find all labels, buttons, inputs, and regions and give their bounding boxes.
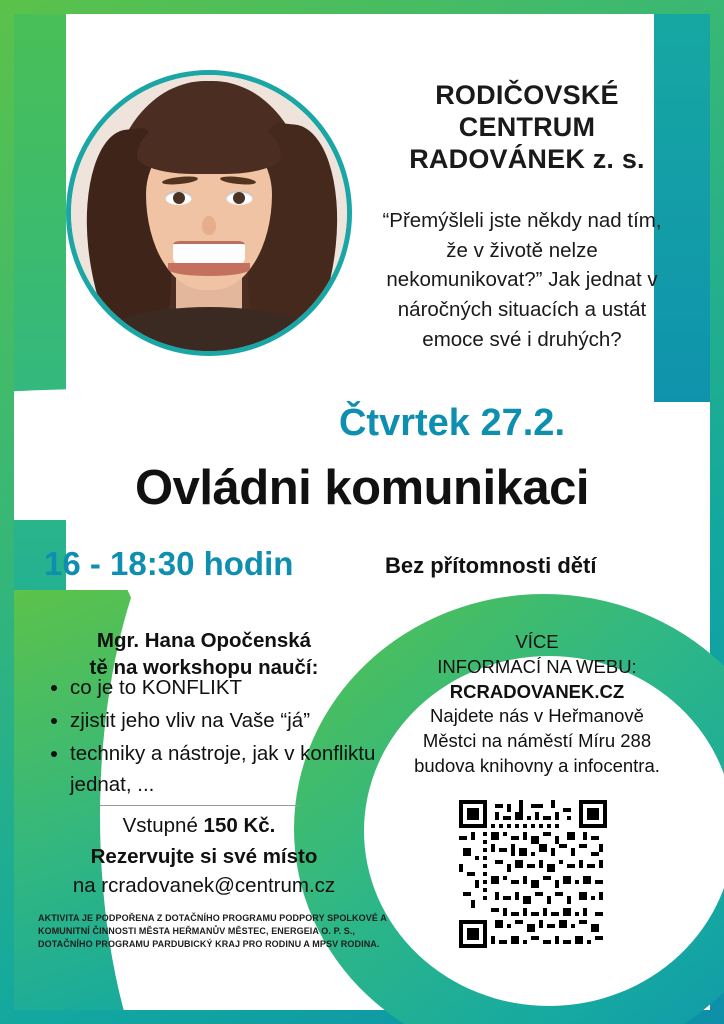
- qr-code[interactable]: [459, 800, 607, 948]
- lecturer-name: Mgr. Hana Opočenská: [96, 629, 312, 652]
- price-value: 150 Kč.: [203, 814, 276, 837]
- organization-line-1: RODIČOVSKÉ: [435, 80, 619, 110]
- price-line: [44, 814, 354, 838]
- reserve-call-to-action: Rezervujte si své místo: [90, 845, 318, 868]
- event-title: Ovládni komunikaci: [135, 461, 589, 515]
- topics-list: [44, 672, 390, 803]
- intro-quote: “Přemýšleli jste někdy nad tím, že v životě nelze nekomunikovat?” Jak jednat v náročných situacích a ustát emoce své i druhých?: [382, 209, 662, 351]
- photo-nose: [202, 216, 216, 235]
- list-item: • zjistit jeho vliv na Vaše “já”: [70, 705, 390, 736]
- event-time: 16 - 18:30 hodin: [44, 545, 294, 582]
- organization-name: [372, 80, 682, 176]
- address-line-3: budova knihovny a infocentra.: [414, 754, 660, 776]
- no-children-note: Bez přítomnosti dětí: [385, 553, 597, 578]
- divider: [100, 805, 300, 806]
- more-info-block: [392, 630, 682, 779]
- organization-line-3: RADOVÁNEK z. s.: [409, 143, 645, 174]
- portrait-photo: [71, 75, 347, 351]
- funding-footnote: AKTIVITA JE PODPOŘENA Z DOTAČNÍHO PROGRAMU PODPORY SPOLKOVÉ A KOMUNITNÍ ČINNOSTI MĚSTA HEŘMANŮV MĚSTEC, ENERGEIA O. P. S., DOTAČNÍHO PROGRAMU PARDUBICKÝ KRAJ PRO RODINU A MPSV RODINA.: [38, 913, 387, 950]
- event-date: Čtvrtek 27.2.: [338, 402, 565, 444]
- website-url[interactable]: RCRADOVANEK.CZ: [449, 680, 625, 702]
- address-line-1: Najdete nás v Heřmanově: [430, 705, 644, 727]
- lecturer-subtitle: tě na workshopu naučí:: [89, 655, 319, 679]
- qr-code-icon: [459, 800, 607, 948]
- address-line-2: Městci na náměstí Míru 288: [422, 730, 652, 752]
- list-item: • co je to KONFLIKT: [70, 672, 390, 703]
- portrait-photo-frame: [66, 70, 352, 356]
- list-item: • techniky a nástroje, jak v konfliktu jednat, ...: [70, 738, 390, 800]
- price-prefix: Vstupné: [122, 814, 204, 837]
- contact-email[interactable]: na rcradovanek@centrum.cz: [72, 874, 336, 897]
- organization-line-2: CENTRUM: [458, 111, 596, 142]
- more-info-line-2: INFORMACÍ NA WEBU:: [437, 655, 637, 677]
- more-info-line-1: VÍCE: [515, 631, 559, 652]
